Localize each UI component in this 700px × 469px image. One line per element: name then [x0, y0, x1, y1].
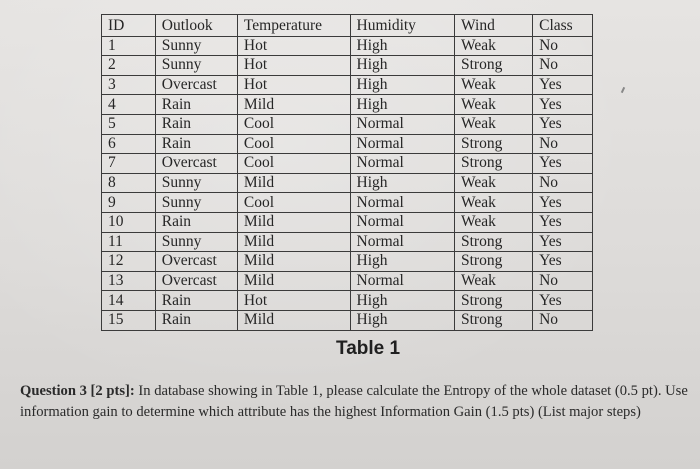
cell-wind: Weak	[455, 173, 533, 193]
cell-humidity: Normal	[350, 271, 454, 291]
question-paragraph	[20, 381, 692, 423]
cell-id: 12	[102, 252, 156, 272]
cell-temperature: Cool	[237, 193, 350, 213]
cell-wind: Weak	[455, 212, 533, 232]
data-table	[101, 14, 593, 331]
table-row	[102, 134, 593, 154]
cell-id: 6	[102, 134, 156, 154]
cell-humidity: High	[350, 95, 454, 115]
question-label: Question 3 [2 pts]:	[20, 383, 135, 399]
cell-temperature: Mild	[237, 271, 350, 291]
table-row	[102, 75, 593, 95]
cell-temperature: Hot	[237, 36, 350, 56]
cell-class: Yes	[533, 95, 593, 115]
table-caption: Table 1	[336, 338, 401, 359]
cell-id: 11	[102, 232, 156, 252]
cell-humidity: High	[350, 173, 454, 193]
cell-humidity: High	[350, 310, 454, 330]
cell-wind: Strong	[455, 56, 533, 76]
cell-id: 15	[102, 310, 156, 330]
cell-outlook: Rain	[155, 310, 237, 330]
cell-temperature: Cool	[237, 134, 350, 154]
table-row	[102, 232, 593, 252]
cell-outlook: Overcast	[155, 154, 237, 174]
cell-class: No	[533, 134, 593, 154]
cell-outlook: Rain	[155, 291, 237, 311]
cell-humidity: Normal	[350, 193, 454, 213]
header-humidity: Humidity	[350, 15, 454, 37]
cell-wind: Weak	[455, 193, 533, 213]
cell-id: 4	[102, 95, 156, 115]
cell-outlook: Sunny	[155, 193, 237, 213]
cell-humidity: High	[350, 75, 454, 95]
table-header-row	[102, 15, 593, 37]
table-row	[102, 56, 593, 76]
cell-outlook: Sunny	[155, 173, 237, 193]
cell-outlook: Sunny	[155, 56, 237, 76]
header-id: ID	[102, 15, 156, 37]
cell-wind: Weak	[455, 75, 533, 95]
cell-temperature: Mild	[237, 173, 350, 193]
cell-class: Yes	[533, 75, 593, 95]
cell-humidity: Normal	[350, 212, 454, 232]
table-row	[102, 95, 593, 115]
cell-class: No	[533, 173, 593, 193]
cell-wind: Strong	[455, 252, 533, 272]
table-row	[102, 114, 593, 134]
cell-id: 2	[102, 56, 156, 76]
table-row	[102, 212, 593, 232]
cell-humidity: Normal	[350, 232, 454, 252]
table-row	[102, 154, 593, 174]
cell-class: No	[533, 271, 593, 291]
cell-class: No	[533, 56, 593, 76]
cell-temperature: Mild	[237, 252, 350, 272]
cell-outlook: Rain	[155, 95, 237, 115]
cell-class: Yes	[533, 114, 593, 134]
cell-id: 10	[102, 212, 156, 232]
cell-wind: Strong	[455, 232, 533, 252]
cell-id: 8	[102, 173, 156, 193]
cell-wind: Weak	[455, 114, 533, 134]
cell-outlook: Overcast	[155, 271, 237, 291]
cell-id: 5	[102, 114, 156, 134]
cell-humidity: Normal	[350, 134, 454, 154]
cell-class: Yes	[533, 212, 593, 232]
cell-id: 13	[102, 271, 156, 291]
cell-outlook: Overcast	[155, 75, 237, 95]
cell-humidity: High	[350, 56, 454, 76]
table-row	[102, 291, 593, 311]
cell-temperature: Hot	[237, 75, 350, 95]
cell-humidity: High	[350, 36, 454, 56]
cell-temperature: Mild	[237, 310, 350, 330]
cell-humidity: Normal	[350, 114, 454, 134]
cell-wind: Strong	[455, 134, 533, 154]
header-outlook: Outlook	[155, 15, 237, 37]
table-body	[102, 15, 593, 331]
cell-temperature: Mild	[237, 212, 350, 232]
cell-id: 1	[102, 36, 156, 56]
question-text: In database showing in Table 1, please calculate the Entropy of the whole dataset (0.5 pt). Use information gain to determine which attribute has the highest Information Gain (1.5 pts) (List major steps)	[20, 383, 688, 420]
table-row	[102, 310, 593, 330]
cell-outlook: Sunny	[155, 232, 237, 252]
pen-mark	[621, 87, 625, 93]
header-temperature: Temperature	[237, 15, 350, 37]
cell-id: 14	[102, 291, 156, 311]
cell-class: No	[533, 310, 593, 330]
cell-class: No	[533, 36, 593, 56]
cell-temperature: Hot	[237, 291, 350, 311]
cell-id: 7	[102, 154, 156, 174]
header-class: Class	[533, 15, 593, 37]
cell-wind: Strong	[455, 310, 533, 330]
cell-outlook: Overcast	[155, 252, 237, 272]
table-row	[102, 173, 593, 193]
header-wind: Wind	[455, 15, 533, 37]
cell-id: 9	[102, 193, 156, 213]
table-row	[102, 252, 593, 272]
cell-class: Yes	[533, 193, 593, 213]
cell-wind: Weak	[455, 271, 533, 291]
cell-outlook: Rain	[155, 212, 237, 232]
cell-temperature: Hot	[237, 56, 350, 76]
cell-temperature: Cool	[237, 114, 350, 134]
cell-class: Yes	[533, 291, 593, 311]
table-row	[102, 193, 593, 213]
cell-outlook: Rain	[155, 114, 237, 134]
cell-class: Yes	[533, 232, 593, 252]
cell-humidity: Normal	[350, 154, 454, 174]
cell-wind: Strong	[455, 154, 533, 174]
cell-humidity: High	[350, 291, 454, 311]
table-row	[102, 36, 593, 56]
cell-wind: Strong	[455, 291, 533, 311]
cell-wind: Weak	[455, 95, 533, 115]
cell-temperature: Mild	[237, 232, 350, 252]
cell-temperature: Mild	[237, 95, 350, 115]
cell-outlook: Sunny	[155, 36, 237, 56]
cell-wind: Weak	[455, 36, 533, 56]
cell-temperature: Cool	[237, 154, 350, 174]
cell-id: 3	[102, 75, 156, 95]
cell-class: Yes	[533, 154, 593, 174]
cell-class: Yes	[533, 252, 593, 272]
table-row	[102, 271, 593, 291]
cell-humidity: High	[350, 252, 454, 272]
cell-outlook: Rain	[155, 134, 237, 154]
